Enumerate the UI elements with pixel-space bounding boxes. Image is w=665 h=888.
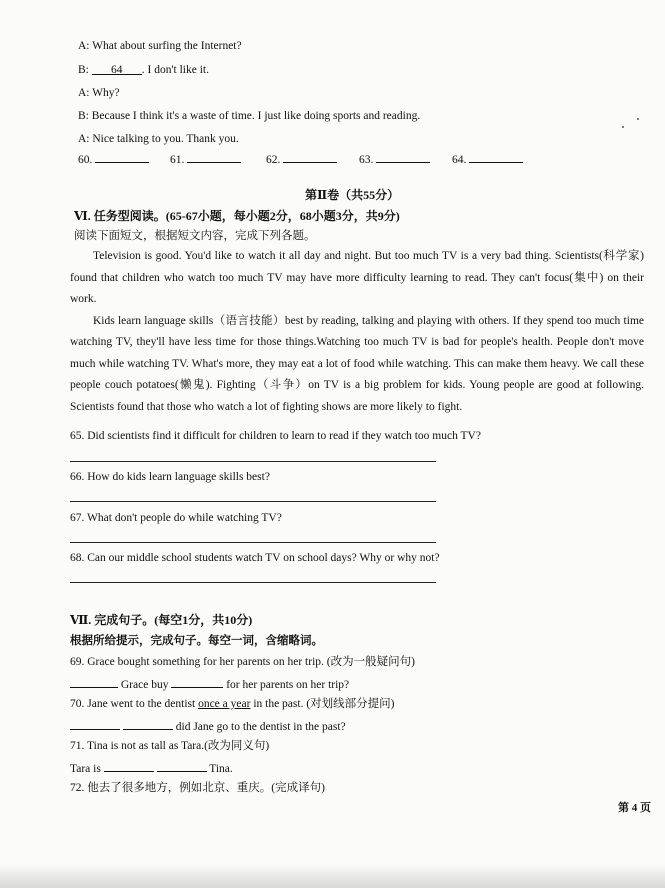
dialogue-suffix: . I don't like it.	[141, 64, 209, 76]
speck	[622, 126, 624, 128]
underlined-phrase: once a year	[198, 698, 251, 710]
dialogue-line: A: Why?	[78, 87, 120, 99]
section-6-title: Ⅵ. 任务型阅读。(65-67小题，每小题2分，68小题3分，共9分)	[74, 209, 400, 223]
answer-text: Tina.	[209, 763, 233, 775]
question-70	[70, 696, 395, 712]
blank-line	[469, 150, 523, 163]
question-65: 65. Did scientists find it difficult for children to learn to read if they watch too much TV?	[70, 430, 481, 442]
question-70-answer	[70, 717, 346, 735]
speck	[637, 118, 639, 120]
blank-number: 64.	[452, 154, 467, 166]
page-number: 第 4 页	[618, 802, 651, 814]
blank-number: 62.	[266, 154, 281, 166]
dialogue-line	[78, 62, 209, 78]
blank-line	[70, 675, 118, 688]
question-71: 71. Tina is not as tall as Tara.(改为同义句)	[70, 740, 270, 752]
blank-line	[171, 675, 223, 688]
blank-line	[95, 150, 149, 163]
blank-number: 61.	[170, 154, 185, 166]
answer-blank-61	[170, 150, 241, 168]
answer-blank-63	[359, 150, 430, 168]
blank-line	[157, 759, 207, 772]
answer-line	[70, 461, 436, 462]
question-69: 69. Grace bought something for her parents on her trip. (改为一般疑问句)	[70, 656, 415, 668]
section-7-title: Ⅶ. 完成句子。(每空1分，共10分)	[70, 613, 253, 627]
blank-line	[123, 717, 173, 730]
answer-blank-62	[266, 150, 337, 168]
question-72: 72. 他去了很多地方，例如北京、重庆。(完成译句)	[70, 782, 325, 794]
blank-line	[283, 150, 337, 163]
reading-passage	[70, 246, 644, 418]
question-71-answer	[70, 759, 233, 777]
answer-blank-60	[78, 150, 149, 168]
answer-line	[70, 501, 436, 502]
blank-line	[187, 150, 241, 163]
answer-text: did Jane go to the dentist in the past?	[175, 721, 346, 733]
blank-line	[104, 759, 154, 772]
dialogue-line: B: Because I think it's a waste of time. I just like doing sports and reading.	[78, 110, 421, 122]
answer-text: Tara is	[70, 763, 101, 775]
answer-64	[92, 62, 142, 75]
answer-text: 64	[111, 64, 123, 76]
blank-line	[70, 717, 120, 730]
section-7-instruction: 根据所给提示，完成句子。每空一词，含缩略词。	[70, 635, 323, 647]
question-text: in the past. (对划线部分提问)	[250, 698, 395, 710]
answer-text: for her parents on her trip?	[226, 679, 350, 691]
passage-paragraph: Television is good. You'd like to watch it all day and night. But too much TV is a very bad thing. Scientists(科学家) found that children who watch too much TV may have more difficulty learning to read. They can't focus(集中) on their work.	[70, 250, 644, 305]
question-68: 68. Can our middle school students watch TV on school days? Why or why not?	[70, 552, 440, 564]
question-67: 67. What don't people do while watching TV?	[70, 512, 282, 524]
answer-text: Grace buy	[120, 679, 169, 691]
blank-number: 63.	[359, 154, 374, 166]
question-text: 70. Jane went to the dentist	[70, 698, 199, 710]
scan-shadow	[0, 864, 665, 888]
part-title: 第Ⅱ卷（共55分）	[305, 188, 400, 202]
question-66: 66. How do kids learn language skills best?	[70, 471, 270, 483]
passage-paragraph: Kids learn language skills（语言技能）best by reading, talking and playing with others. If they spend too much time watching TV, they'll have less time for those things.Watching too much TV is bad for people's health. People don't move much while watching TV. What's more, they may eat a lot of food while watching. This can make them heavy. We call these people couch potatoes(懒鬼). Fighting（斗争）on TV is a big problem for kids. Young people are good at following. Scientists found that those who watch a lot of fighting shows are more likely to fight.	[70, 314, 644, 413]
blank-line	[376, 150, 430, 163]
section-6-instruction: 阅读下面短文，根据短文内容，完成下列各题。	[74, 230, 316, 242]
dialogue-line: A: What about surfing the Internet?	[78, 40, 242, 52]
question-69-answer	[70, 675, 349, 693]
answer-line	[70, 542, 436, 543]
answer-line	[70, 582, 436, 583]
answer-blank-64	[452, 150, 523, 168]
blank-number: 60.	[78, 154, 93, 166]
dialogue-prefix: B:	[78, 64, 92, 76]
dialogue-line: A: Nice talking to you. Thank you.	[78, 133, 239, 145]
